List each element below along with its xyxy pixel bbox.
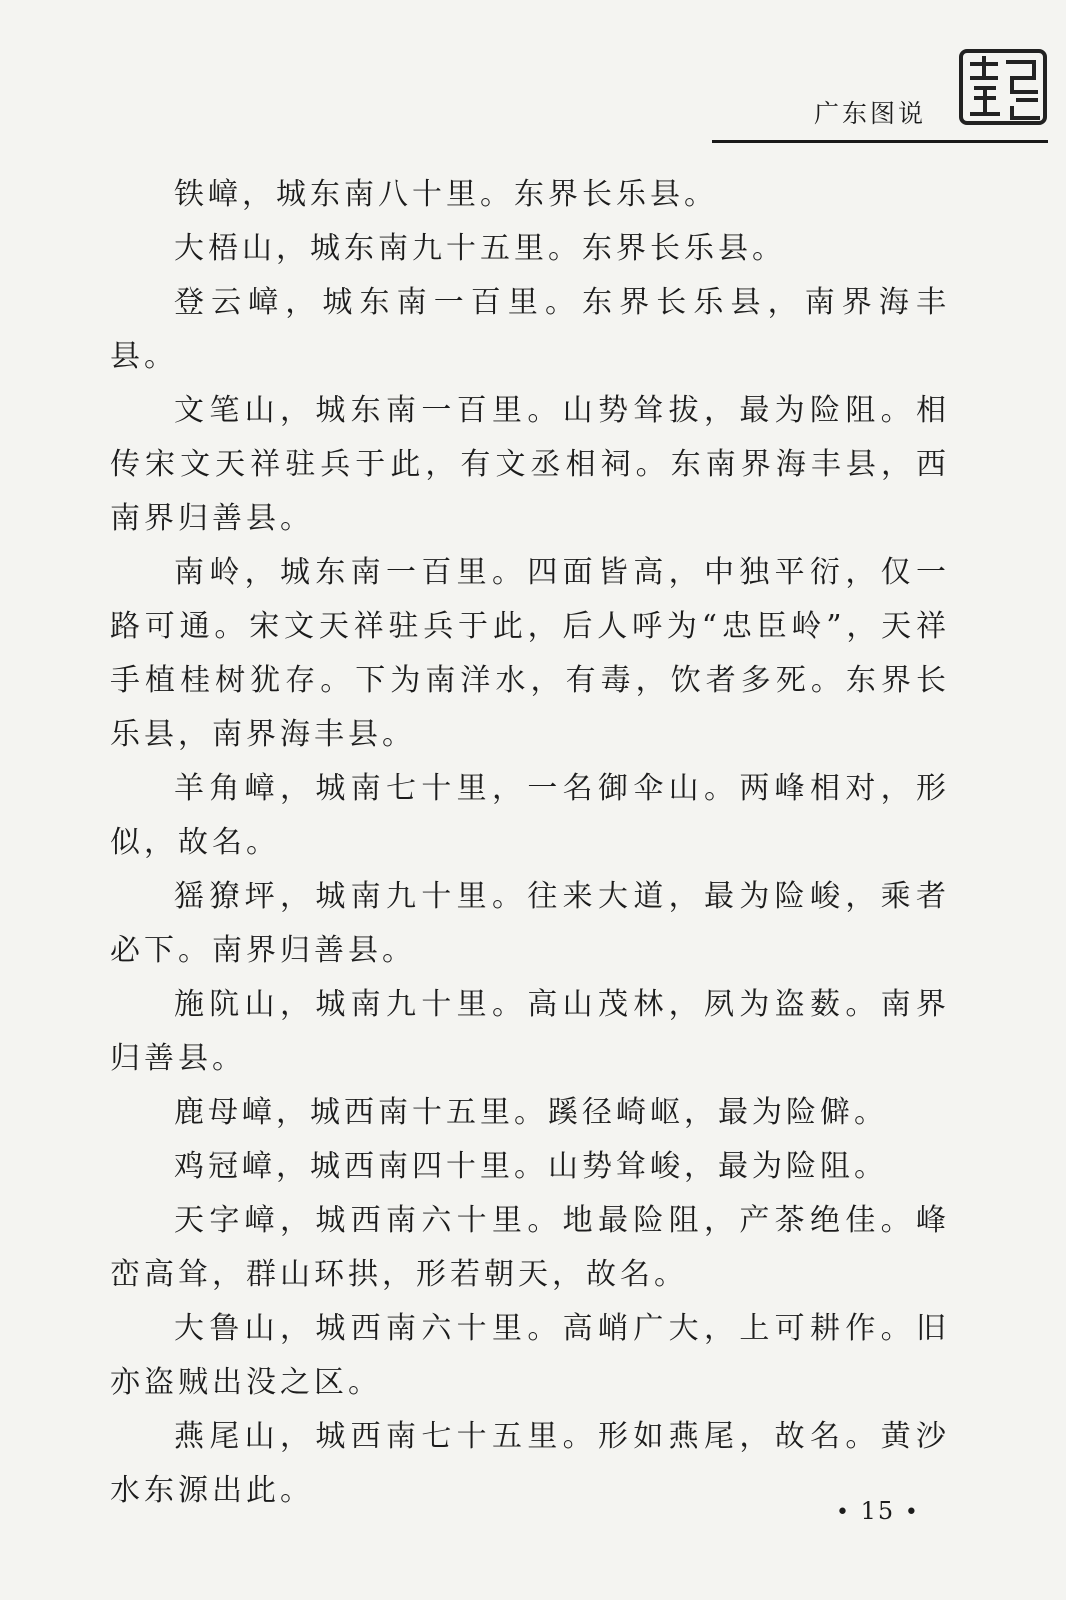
page-number-value: 15 xyxy=(860,1497,896,1525)
header-rule xyxy=(712,140,1048,143)
paragraph: 南岭，城东南一百里。四面皆高，中独平衍，仅一路可通。宋文天祥驻兵于此，后人呼为“忠臣岭”，天祥手植桂树犹存。下为南洋水，有毒，饮者多死。东界长乐县，南界海丰县。 xyxy=(110,555,950,752)
paragraph: 施阬山，城南九十里。高山茂林，夙为盗薮。南界归善县。 xyxy=(110,987,950,1076)
paragraph: 铁嶂，城东南八十里。东界长乐县。 xyxy=(174,177,718,212)
paragraph: 猺獠坪，城南九十里。往来大道，最为险峻，乘者必下。南界归善县。 xyxy=(110,879,950,968)
main-text xyxy=(110,168,950,1518)
paragraph: 天字嶂，城西南六十里。地最险阻，产茶绝佳。峰峦高耸，群山环拱，形若朝天，故名。 xyxy=(110,1203,950,1292)
paragraph: 文笔山，城东南一百里。山势耸拔，最为险阻。相传宋文天祥驻兵于此，有文丞相祠。东南界海丰县，西南界归善县。 xyxy=(110,393,950,536)
page-number xyxy=(836,1497,920,1525)
paragraph: 鹿母嶂，城西南十五里。蹊径崎岖，最为险僻。 xyxy=(174,1095,888,1130)
seal-logo xyxy=(958,48,1048,126)
paragraph: 登云嶂，城东南一百里。东界长乐县，南界海丰县。 xyxy=(110,285,950,374)
paragraph: 大梧山，城东南九十五里。东界长乐县。 xyxy=(174,231,786,266)
running-title: 广东图说 xyxy=(813,99,926,128)
paragraph: 鸡冠嶂，城西南四十里。山势耸峻，最为险阻。 xyxy=(174,1149,888,1184)
page-number-dot-left: • xyxy=(836,1500,851,1525)
paragraph: 大鲁山，城西南六十里。高峭广大，上可耕作。旧亦盗贼出没之区。 xyxy=(110,1311,950,1400)
page-number-dot-right: • xyxy=(904,1500,920,1525)
paragraph: 燕尾山，城西南七十五里。形如燕尾，故名。黄沙水东源出此。 xyxy=(110,1419,950,1508)
paragraph: 羊角嶂，城南七十里，一名御伞山。两峰相对，形似，故名。 xyxy=(110,771,950,860)
